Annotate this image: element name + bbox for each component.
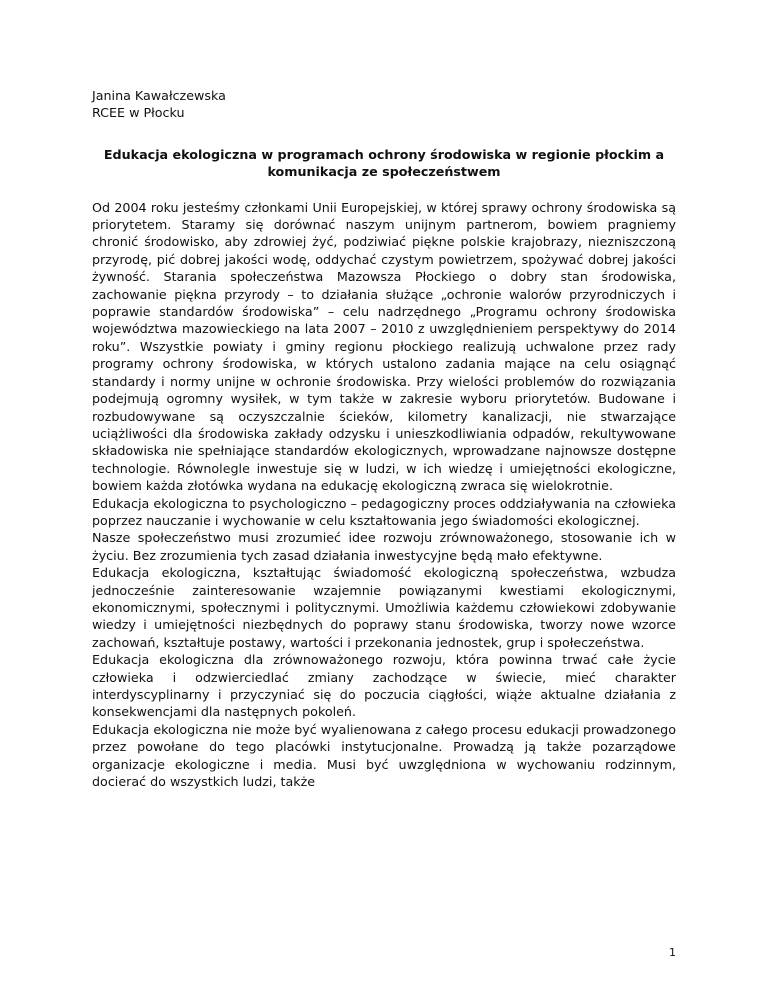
paragraph: Edukacja ekologiczna, kształtując świadomość ekologiczną społeczeństwa, wzbudza jednocześnie zainteresowanie wzajemnie powiązanymi kwestiami ekologicznymi, ekonomicznymi, społecznymi i politycznymi. Umożliwia każdemu człowiekowi zdobywanie wiedzy i umiejętności niezbędnych do poprawy stanu środowiska, tworzy nowe wzorce zachowań, kształtuje postawy, wartości i przekonania jednostek, grup i społeczeństwa. [92, 565, 676, 650]
paragraph: Nasze społeczeństwo musi zrozumieć idee rozwoju zrównoważonego, stosowanie ich w życiu. Bez zrozumienia tych zasad działania inwestycyjne będą mało efektywne. [92, 530, 676, 563]
document-title: Edukacja ekologiczna w programach ochrony środowiska w regionie płockim a komunikacja ze społeczeństwem [103, 146, 665, 180]
author-name: Janina Kawałczewska [92, 88, 226, 103]
author-affiliation: RCEE w Płocku [92, 105, 185, 121]
paragraph: Edukacja ekologiczna to psychologiczno – pedagogiczny proces oddziaływania na człowieka poprzez nauczanie i wychowanie w celu kształtowania jego świadomości ekologicznej. [92, 495, 676, 528]
paragraph: Od 2004 roku jesteśmy członkami Unii Europejskiej, w której sprawy ochrony środowiska są priorytetem. Staramy się dorównać naszym unijnym partnerom, bowiem pragniemy chronić środowisko, aby zdrowiej żyć, podziwiać piękne polskie krajobrazy, niezniszczoną przyrodę, pić dobrej jakości wodę, oddychać czystym powietrzem, spożywać dobrej jakości żywność. Starania społeczeństwa Mazowsza Płockiego o dobry stan środowiska, zachowanie piękna przyrody – to działania służące „ochronie walorów przyrodniczych i poprawie standardów środowiska” – celu nadrzędnego „Programu ochrony środowiska województwa mazowieckiego na lata 2007 – 2010 z uwzględnieniem perspektywy do 2014 roku”. Wszystkie powiaty i gminy regionu płockiego realizują uchwalone przez rady programy ochrony środowiska, w których ustalono zadania mające na celu osiągnąć standardy i normy unijne w ochronie środowiska. Przy wielości problemów do rozwiązania podejmują ogromny wysiłek, w tym także w zakresie wyboru priorytetów. Budowane i rozbudowywane są oczyszczalnie ścieków, kilometry kanalizacji, nie stwarzające uciążliwości dla środowiska zakłady odzysku i unieszkodliwiania odpadów, rekultywowane składowiska nie spełniające standardów ekologicznych, wprowadzane najnowsze dostępne technologie. Równolegle inwestuje się w ludzi, w ich wiedzę i umiejętności ekologiczne, bowiem każda złotówka wydana na edukację ekologiczną zwraca się wielokrotnie. [92, 199, 676, 494]
paragraph: Edukacja ekologiczna nie może być wyalienowana z całego procesu edukacji prowadzonego przez powołane do tego placówki instytucjonalne. Prowadzą ją także pozarządowe organizacje ekologiczne i media. Musi być uwzględniona w wychowaniu rodzinnym, docierać do wszystkich ludzi, także [92, 721, 676, 790]
page-number: 1 [669, 946, 676, 959]
paragraph: Edukacja ekologiczna dla zrównoważonego rozwoju, która powinna trwać całe życie człowieka i odzwierciedlać zmiany zachodzące w świecie, mieć charakter interdyscyplinarny i przyczyniać się do poczucia ciągłości, wiąże aktualne działania z konsekwencjami dla następnych pokoleń. [92, 652, 676, 720]
